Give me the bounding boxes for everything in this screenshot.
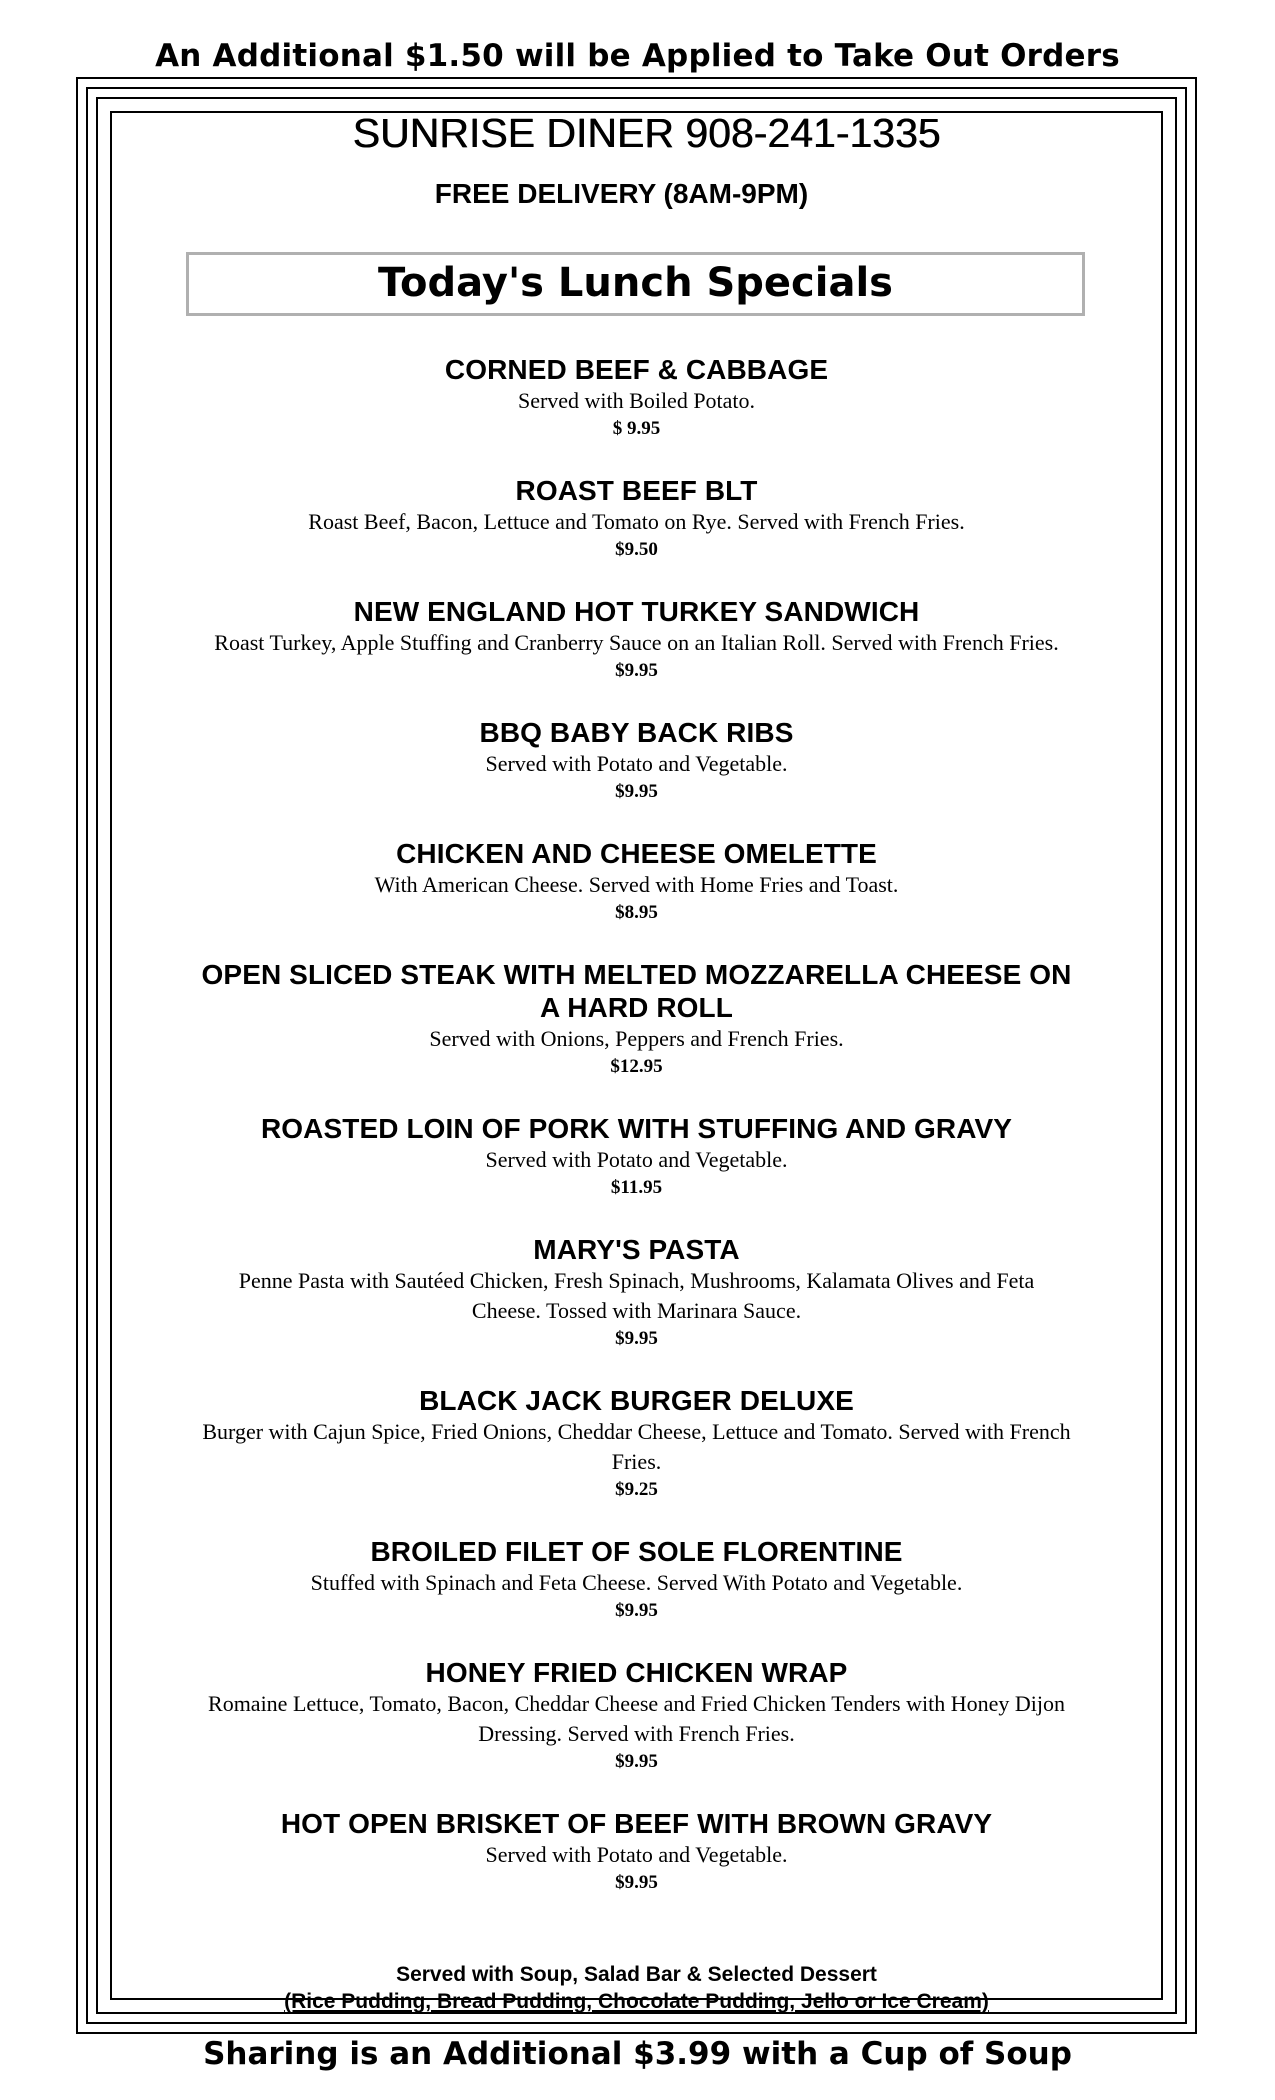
- item-price: $9.95: [615, 1751, 658, 1772]
- delivery-info: FREE DELIVERY (8AM-9PM): [434, 178, 809, 209]
- item-price: $9.95: [615, 781, 658, 802]
- menu-items: [112, 353, 1161, 1896]
- item-description: With American Cheese. Served with Home Fries and Toast.: [374, 872, 899, 897]
- item-name: NEW ENGLAND HOT TURKEY SANDWICH: [353, 596, 920, 627]
- menu-item: [112, 1112, 1161, 1201]
- item-description: Roast Beef, Bacon, Lettuce and Tomato on Rye. Served with French Fries.: [308, 509, 965, 534]
- item-price: $9.25: [615, 1479, 658, 1500]
- item-price: $9.95: [615, 1872, 658, 1893]
- item-description: Served with Potato and Vegetable.: [485, 1842, 788, 1867]
- sharing-notice: Sharing is an Additional $3.99 with a Cup of Soup: [203, 2036, 1072, 2072]
- item-name: CHICKEN AND CHEESE OMELETTE: [396, 838, 877, 869]
- item-description: Burger with Cajun Spice, Fried Onions, Cheddar Cheese, Lettuce and Tomato. Served with French Fries.: [202, 1419, 1071, 1474]
- item-price: $9.95: [615, 1600, 658, 1621]
- restaurant-title: SUNRISE DINER 908-241-1335: [352, 110, 941, 156]
- menu-item: [112, 1656, 1161, 1775]
- item-description: Served with Potato and Vegetable.: [485, 1147, 788, 1172]
- item-name: BBQ BABY BACK RIBS: [479, 717, 794, 748]
- menu-item: [112, 1384, 1161, 1503]
- item-name: OPEN SLICED STEAK WITH MELTED MOZZARELLA CHEESE ON A HARD ROLL: [201, 959, 1072, 1023]
- item-description: Stuffed with Spinach and Feta Cheese. Served With Potato and Vegetable.: [310, 1570, 963, 1595]
- menu-item: [112, 595, 1161, 684]
- dessert-options: (Rice Pudding, Bread Pudding, Chocolate Pudding, Jello or Ice Cream): [284, 1990, 989, 2013]
- item-price: $11.95: [610, 1177, 663, 1198]
- menu-item: [112, 1807, 1161, 1896]
- item-price: $8.95: [615, 902, 658, 923]
- menu-content: [112, 110, 1161, 2013]
- menu-item: [112, 474, 1161, 563]
- item-price: $ 9.95: [612, 418, 661, 439]
- item-description: Served with Onions, Peppers and French Fries.: [429, 1026, 844, 1051]
- item-name: BROILED FILET OF SOLE FLORENTINE: [370, 1536, 903, 1567]
- item-price: $9.50: [615, 539, 658, 560]
- item-name: CORNED BEEF & CABBAGE: [444, 354, 829, 385]
- item-price: $12.95: [610, 1056, 663, 1077]
- specials-heading: Today's Lunch Specials: [186, 252, 1085, 316]
- menu-item: [112, 353, 1161, 442]
- menu-item: [112, 1535, 1161, 1624]
- item-name: HONEY FRIED CHICKEN WRAP: [425, 1657, 848, 1688]
- item-name: MARY'S PASTA: [533, 1234, 740, 1265]
- item-price: $9.95: [615, 660, 658, 681]
- item-name: ROAST BEEF BLT: [515, 475, 758, 506]
- takeout-notice: An Additional $1.50 will be Applied to Take Out Orders: [155, 38, 1120, 74]
- item-description: Romaine Lettuce, Tomato, Bacon, Cheddar Cheese and Fried Chicken Tenders with Honey Dijon Dressing. Served with French Fries.: [208, 1691, 1065, 1746]
- item-description: Served with Boiled Potato.: [517, 388, 756, 413]
- item-description: Served with Potato and Vegetable.: [485, 751, 788, 776]
- item-name: ROASTED LOIN OF PORK WITH STUFFING AND GRAVY: [260, 1113, 1013, 1144]
- served-with-note: Served with Soup, Salad Bar & Selected Dessert: [396, 1963, 877, 1986]
- item-name: HOT OPEN BRISKET OF BEEF WITH BROWN GRAVY: [280, 1808, 993, 1839]
- menu-item: [112, 716, 1161, 805]
- item-price: $9.95: [615, 1328, 658, 1349]
- item-description: Penne Pasta with Sautéed Chicken, Fresh Spinach, Mushrooms, Kalamata Olives and Feta Cheese. Tossed with Marinara Sauce.: [238, 1268, 1035, 1323]
- item-description: Roast Turkey, Apple Stuffing and Cranberry Sauce on an Italian Roll. Served with French Fries.: [214, 630, 1059, 655]
- menu-item: [197, 958, 1077, 1080]
- menu-item: [112, 1233, 1161, 1352]
- menu-item: [112, 837, 1161, 926]
- item-name: BLACK JACK BURGER DELUXE: [419, 1385, 854, 1416]
